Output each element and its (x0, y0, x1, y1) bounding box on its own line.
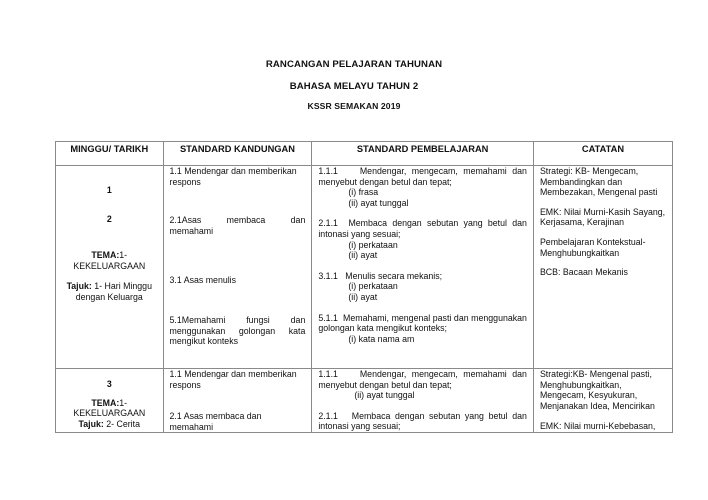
tema-name: KEKELUARGAAN (73, 260, 146, 271)
kandungan-item: 2.1Asas membaca dan memahami (169, 215, 306, 236)
standard-pembelajaran-cell (312, 369, 534, 433)
standard-kandungan-cell (163, 369, 312, 433)
table-row (56, 369, 673, 433)
kandungan-item: 2.1 Asas membaca dan memahami (169, 411, 262, 432)
tema: TEMA:1- (91, 250, 128, 261)
header-standard-pembelajaran: STANDARD PEMBELAJARAN (312, 142, 534, 166)
kandungan-item: 3.1 Asas menulis (169, 275, 237, 286)
week-number: 3 (106, 379, 112, 389)
header-standard-kandungan: STANDARD KANDUNGAN (163, 142, 312, 166)
lesson-plan-table (55, 141, 673, 433)
pembelajaran-sub: (ii) ayat tunggal (354, 390, 415, 401)
document-title: RANCANGAN PELAJARAN TAHUNAN (265, 59, 443, 70)
kandungan-item: 1.1 Mendengar dan memberikan respons (169, 166, 297, 187)
catatan-item: Strategi: KB- Mengecam, Membandingkan dan Membezakan, Mengenal pasti (539, 166, 658, 198)
catatan-item: BCB: Bacaan Mekanis (539, 267, 628, 278)
pembelajaran-sub: (ii) ayat tunggal (348, 197, 409, 208)
pembelajaran-item: 2.1.1 Membaca dengan sebutan yang betul dan intonasi yang sesuai; (318, 410, 530, 432)
week-cell (56, 166, 164, 369)
week-cell (56, 369, 164, 433)
pembelajaran-sub: (ii) ayat (348, 250, 378, 261)
tajuk: Tajuk: 2- Cerita (78, 418, 140, 429)
pembelajaran-sub: (ii) ayat (348, 291, 378, 302)
pembelajaran-sub: (i) frasa (348, 187, 379, 198)
standard-kandungan-cell (163, 166, 312, 369)
header-catatan: CATATAN (533, 142, 672, 166)
catatan-cell (533, 369, 672, 433)
kandungan-item: 1.1 Mendengar dan memberikan respons (169, 369, 297, 390)
pembelajaran-item: 1.1.1 Mendengar, mengecam, memahami dan menyebut dengan betul dan tepat; (318, 369, 530, 390)
header-minggu: MINGGU/ TARIKH (56, 142, 164, 166)
pembelajaran-item: 5.1.1 Memahami, mengenal pasti dan menggunakan golongan kata mengikut konteks; (318, 312, 530, 334)
document-subtitle: BAHASA MELAYU TAHUN 2 (289, 81, 419, 92)
catatan-item: EMK: Nilai murni-Kebebasan, (539, 421, 656, 432)
table-row (56, 166, 673, 369)
catatan-item: EMK: Nilai Murni-Kasih Sayang, Kerjasama, Kerajinan (539, 206, 666, 228)
catatan-item: Pembelajaran Kontekstual- Menghubungkaitkan (539, 236, 646, 258)
pembelajaran-sub: (i) kata nama am (348, 333, 415, 344)
kandungan-item: 5.1Memahami fungsi dan menggunakan golongan kata mengikut konteks (169, 314, 306, 347)
pembelajaran-item: 2.1.1 Membaca dengan sebutan yang betul dan intonasi yang sesuai; (318, 218, 530, 239)
catatan-item: Strategi:KB- Mengenal pasti, Menghubungkaitkan, Mengecam, Kesyukuran, Menjanakan Idea, Mencirikan (539, 369, 655, 411)
pembelajaran-sub: (i) perkataan (348, 281, 398, 292)
catatan-cell (533, 166, 672, 369)
pembelajaran-item: 1.1.1 Mendengar, mengecam, memahami dan menyebut dengan betul dan tepat; (318, 166, 530, 187)
pembelajaran-item: 3.1.1 Menulis secara mekanis; (318, 270, 443, 281)
week-number: 1 (106, 185, 112, 195)
tajuk: Tajuk: 1- Hari Minggu dengan Keluarga (66, 281, 152, 302)
tema: TEMA:1- (91, 397, 128, 408)
week-number: 2 (106, 213, 112, 224)
table-header-row (56, 142, 673, 166)
document-edition: KSSR SEMAKAN 2019 (307, 101, 401, 111)
standard-pembelajaran-cell (312, 166, 534, 369)
tema-name: KEKELUARGAAN (73, 408, 146, 419)
pembelajaran-sub: (i) perkataan (348, 239, 398, 250)
